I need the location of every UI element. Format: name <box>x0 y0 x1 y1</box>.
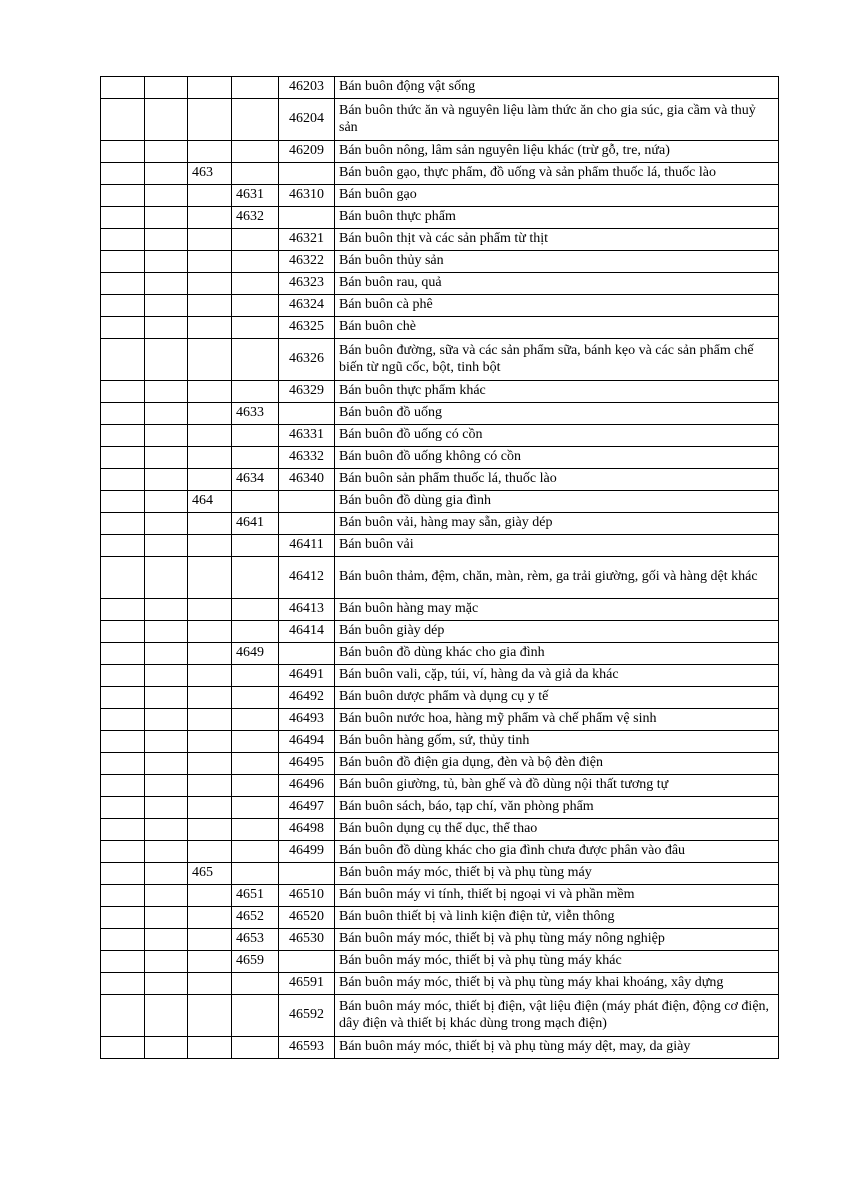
level5-code-cell: 46592 <box>279 995 335 1037</box>
level3-code-cell <box>188 731 232 753</box>
level2-code-cell <box>145 863 188 885</box>
level2-code-cell <box>145 447 188 469</box>
level1-code-cell <box>101 425 145 447</box>
level2-code-cell <box>145 687 188 709</box>
level4-code-cell <box>232 753 279 775</box>
table-row <box>101 665 779 687</box>
industry-name-cell: Bán buôn thảm, đệm, chăn, màn, rèm, ga trải giường, gối và hàng dệt khác <box>335 557 779 599</box>
industry-name-cell: Bán buôn chè <box>335 317 779 339</box>
level5-code-cell: 46498 <box>279 819 335 841</box>
level3-code-cell <box>188 469 232 491</box>
level3-code-cell <box>188 775 232 797</box>
table-row <box>101 141 779 163</box>
level5-code-cell: 46491 <box>279 665 335 687</box>
level3-code-cell <box>188 643 232 665</box>
level4-code-cell <box>232 339 279 381</box>
industry-name-cell: Bán buôn thực phẩm khác <box>335 381 779 403</box>
level5-code-cell: 46321 <box>279 229 335 251</box>
level3-code-cell: 465 <box>188 863 232 885</box>
industry-name-cell: Bán buôn đồ dùng khác cho gia đình <box>335 643 779 665</box>
level4-code-cell: 4652 <box>232 907 279 929</box>
level2-code-cell <box>145 1037 188 1059</box>
level5-code-cell: 46493 <box>279 709 335 731</box>
industry-name-cell: Bán buôn máy móc, thiết bị và phụ tùng máy nông nghiệp <box>335 929 779 951</box>
level4-code-cell: 4632 <box>232 207 279 229</box>
level4-code-cell <box>232 99 279 141</box>
level3-code-cell <box>188 251 232 273</box>
level5-code-cell: 46329 <box>279 381 335 403</box>
level4-code-cell: 4653 <box>232 929 279 951</box>
level2-code-cell <box>145 753 188 775</box>
level5-code-cell: 46310 <box>279 185 335 207</box>
level2-code-cell <box>145 185 188 207</box>
level1-code-cell <box>101 621 145 643</box>
level2-code-cell <box>145 273 188 295</box>
level4-code-cell <box>232 381 279 403</box>
level1-code-cell <box>101 731 145 753</box>
level3-code-cell <box>188 841 232 863</box>
level4-code-cell: 4659 <box>232 951 279 973</box>
level2-code-cell <box>145 99 188 141</box>
level3-code-cell: 464 <box>188 491 232 513</box>
level5-code-cell: 46414 <box>279 621 335 643</box>
industry-name-cell: Bán buôn gạo, thực phẩm, đồ uống và sản phẩm thuốc lá, thuốc lào <box>335 163 779 185</box>
level1-code-cell <box>101 491 145 513</box>
table-row <box>101 403 779 425</box>
table-row <box>101 229 779 251</box>
table-row <box>101 775 779 797</box>
level1-code-cell <box>101 141 145 163</box>
industry-name-cell: Bán buôn đồ dùng gia đình <box>335 491 779 513</box>
level1-code-cell <box>101 273 145 295</box>
table-row <box>101 513 779 535</box>
industry-name-cell: Bán buôn đường, sữa và các sản phẩm sữa, bánh kẹo và các sản phẩm chế biến từ ngũ cốc, bột, tinh bột <box>335 339 779 381</box>
industry-name-cell: Bán buôn thiết bị và linh kiện điện tử, viễn thông <box>335 907 779 929</box>
level2-code-cell <box>145 731 188 753</box>
level3-code-cell <box>188 819 232 841</box>
industry-name-cell: Bán buôn máy móc, thiết bị và phụ tùng máy dệt, may, da giày <box>335 1037 779 1059</box>
level2-code-cell <box>145 425 188 447</box>
level4-code-cell <box>232 995 279 1037</box>
level2-code-cell <box>145 973 188 995</box>
level4-code-cell <box>232 295 279 317</box>
level1-code-cell <box>101 709 145 731</box>
level1-code-cell <box>101 535 145 557</box>
level1-code-cell <box>101 251 145 273</box>
level5-code-cell <box>279 491 335 513</box>
level5-code-cell: 46411 <box>279 535 335 557</box>
level2-code-cell <box>145 317 188 339</box>
industry-name-cell: Bán buôn sản phẩm thuốc lá, thuốc lào <box>335 469 779 491</box>
level3-code-cell: 463 <box>188 163 232 185</box>
level2-code-cell <box>145 403 188 425</box>
level5-code-cell: 46332 <box>279 447 335 469</box>
table-row <box>101 99 779 141</box>
industry-name-cell: Bán buôn máy móc, thiết bị và phụ tùng máy <box>335 863 779 885</box>
level3-code-cell <box>188 77 232 99</box>
level4-code-cell <box>232 557 279 599</box>
level5-code-cell: 46496 <box>279 775 335 797</box>
industry-name-cell: Bán buôn máy móc, thiết bị điện, vật liệu điện (máy phát điện, động cơ điện, dây điện và thiết bị khác dùng trong mạch điện) <box>335 995 779 1037</box>
level2-code-cell <box>145 995 188 1037</box>
level4-code-cell <box>232 709 279 731</box>
level1-code-cell <box>101 381 145 403</box>
industry-name-cell: Bán buôn vải <box>335 535 779 557</box>
level5-code-cell <box>279 513 335 535</box>
level4-code-cell <box>232 447 279 469</box>
level4-code-cell <box>232 229 279 251</box>
table-row <box>101 185 779 207</box>
level1-code-cell <box>101 863 145 885</box>
level3-code-cell <box>188 929 232 951</box>
level2-code-cell <box>145 339 188 381</box>
table-row <box>101 339 779 381</box>
level4-code-cell <box>232 163 279 185</box>
industry-name-cell: Bán buôn dụng cụ thể dục, thể thao <box>335 819 779 841</box>
table-row <box>101 381 779 403</box>
level1-code-cell <box>101 885 145 907</box>
level5-code-cell: 46593 <box>279 1037 335 1059</box>
level4-code-cell: 4631 <box>232 185 279 207</box>
level3-code-cell <box>188 185 232 207</box>
industry-name-cell: Bán buôn hàng may mặc <box>335 599 779 621</box>
level1-code-cell <box>101 229 145 251</box>
level3-code-cell <box>188 599 232 621</box>
table-body <box>101 77 779 1059</box>
industry-name-cell: Bán buôn thịt và các sản phẩm từ thịt <box>335 229 779 251</box>
level4-code-cell <box>232 599 279 621</box>
table-row <box>101 207 779 229</box>
table-row <box>101 643 779 665</box>
level4-code-cell: 4641 <box>232 513 279 535</box>
table-row <box>101 885 779 907</box>
level2-code-cell <box>145 513 188 535</box>
level1-code-cell <box>101 99 145 141</box>
table-row <box>101 621 779 643</box>
level4-code-cell <box>232 491 279 513</box>
level1-code-cell <box>101 951 145 973</box>
level1-code-cell <box>101 797 145 819</box>
industry-name-cell: Bán buôn gạo <box>335 185 779 207</box>
level4-code-cell <box>232 665 279 687</box>
level2-code-cell <box>145 295 188 317</box>
level5-code-cell: 46324 <box>279 295 335 317</box>
level2-code-cell <box>145 141 188 163</box>
level3-code-cell <box>188 403 232 425</box>
table-row <box>101 77 779 99</box>
level2-code-cell <box>145 929 188 951</box>
level2-code-cell <box>145 797 188 819</box>
level3-code-cell <box>188 447 232 469</box>
table-row <box>101 317 779 339</box>
industry-name-cell: Bán buôn thực phẩm <box>335 207 779 229</box>
level3-code-cell <box>188 621 232 643</box>
level5-code-cell <box>279 643 335 665</box>
table-row <box>101 295 779 317</box>
level4-code-cell <box>232 841 279 863</box>
level3-code-cell <box>188 973 232 995</box>
level2-code-cell <box>145 775 188 797</box>
industry-name-cell: Bán buôn đồ dùng khác cho gia đình chưa được phân vào đâu <box>335 841 779 863</box>
level4-code-cell <box>232 425 279 447</box>
industry-code-table <box>100 76 779 1059</box>
level5-code-cell <box>279 163 335 185</box>
level1-code-cell <box>101 841 145 863</box>
level5-code-cell: 46326 <box>279 339 335 381</box>
level4-code-cell <box>232 819 279 841</box>
industry-name-cell: Bán buôn sách, báo, tạp chí, văn phòng phẩm <box>335 797 779 819</box>
level1-code-cell <box>101 557 145 599</box>
level4-code-cell <box>232 1037 279 1059</box>
level1-code-cell <box>101 907 145 929</box>
level4-code-cell <box>232 77 279 99</box>
level5-code-cell: 46510 <box>279 885 335 907</box>
level5-code-cell: 46340 <box>279 469 335 491</box>
level1-code-cell <box>101 753 145 775</box>
industry-name-cell: Bán buôn giày dép <box>335 621 779 643</box>
level5-code-cell <box>279 863 335 885</box>
level2-code-cell <box>145 951 188 973</box>
table-row <box>101 447 779 469</box>
level5-code-cell <box>279 403 335 425</box>
level1-code-cell <box>101 317 145 339</box>
industry-name-cell: Bán buôn nông, lâm sản nguyên liệu khác (trừ gỗ, tre, nứa) <box>335 141 779 163</box>
level5-code-cell: 46322 <box>279 251 335 273</box>
level5-code-cell: 46492 <box>279 687 335 709</box>
level3-code-cell <box>188 273 232 295</box>
level4-code-cell <box>232 141 279 163</box>
level1-code-cell <box>101 447 145 469</box>
level5-code-cell: 46204 <box>279 99 335 141</box>
level4-code-cell: 4633 <box>232 403 279 425</box>
level4-code-cell <box>232 621 279 643</box>
table-row <box>101 273 779 295</box>
industry-name-cell: Bán buôn thức ăn và nguyên liệu làm thức ăn cho gia súc, gia cầm và thuỷ sản <box>335 99 779 141</box>
table-row <box>101 863 779 885</box>
level1-code-cell <box>101 687 145 709</box>
level5-code-cell: 46413 <box>279 599 335 621</box>
level1-code-cell <box>101 973 145 995</box>
level2-code-cell <box>145 251 188 273</box>
level1-code-cell <box>101 163 145 185</box>
level1-code-cell <box>101 819 145 841</box>
industry-name-cell: Bán buôn động vật sống <box>335 77 779 99</box>
level2-code-cell <box>145 709 188 731</box>
level3-code-cell <box>188 951 232 973</box>
level4-code-cell: 4651 <box>232 885 279 907</box>
level5-code-cell: 46495 <box>279 753 335 775</box>
level5-code-cell: 46412 <box>279 557 335 599</box>
level2-code-cell <box>145 469 188 491</box>
table-row <box>101 819 779 841</box>
level1-code-cell <box>101 185 145 207</box>
level1-code-cell <box>101 403 145 425</box>
industry-name-cell: Bán buôn đồ điện gia dụng, đèn và bộ đèn điện <box>335 753 779 775</box>
level3-code-cell <box>188 317 232 339</box>
table-row <box>101 929 779 951</box>
level3-code-cell <box>188 907 232 929</box>
table-row <box>101 709 779 731</box>
level2-code-cell <box>145 643 188 665</box>
level5-code-cell: 46209 <box>279 141 335 163</box>
level1-code-cell <box>101 469 145 491</box>
table-row <box>101 491 779 513</box>
level2-code-cell <box>145 163 188 185</box>
level2-code-cell <box>145 599 188 621</box>
level3-code-cell <box>188 99 232 141</box>
level1-code-cell <box>101 207 145 229</box>
industry-name-cell: Bán buôn máy vi tính, thiết bị ngoại vi và phần mềm <box>335 885 779 907</box>
level3-code-cell <box>188 885 232 907</box>
level2-code-cell <box>145 621 188 643</box>
level3-code-cell <box>188 513 232 535</box>
level2-code-cell <box>145 841 188 863</box>
table-row <box>101 1037 779 1059</box>
level5-code-cell: 46591 <box>279 973 335 995</box>
level1-code-cell <box>101 77 145 99</box>
level5-code-cell <box>279 951 335 973</box>
level3-code-cell <box>188 207 232 229</box>
level5-code-cell: 46203 <box>279 77 335 99</box>
table-row <box>101 557 779 599</box>
table-row <box>101 797 779 819</box>
level2-code-cell <box>145 907 188 929</box>
table-row <box>101 731 779 753</box>
industry-name-cell: Bán buôn dược phẩm và dụng cụ y tế <box>335 687 779 709</box>
level4-code-cell: 4634 <box>232 469 279 491</box>
level5-code-cell: 46325 <box>279 317 335 339</box>
industry-name-cell: Bán buôn máy móc, thiết bị và phụ tùng máy khai khoáng, xây dựng <box>335 973 779 995</box>
industry-name-cell: Bán buôn giường, tủ, bàn ghế và đồ dùng nội thất tương tự <box>335 775 779 797</box>
level1-code-cell <box>101 995 145 1037</box>
table-row <box>101 425 779 447</box>
level3-code-cell <box>188 339 232 381</box>
level4-code-cell <box>232 687 279 709</box>
level2-code-cell <box>145 229 188 251</box>
level3-code-cell <box>188 687 232 709</box>
level2-code-cell <box>145 819 188 841</box>
level2-code-cell <box>145 207 188 229</box>
level3-code-cell <box>188 709 232 731</box>
level4-code-cell <box>232 731 279 753</box>
level4-code-cell <box>232 863 279 885</box>
level3-code-cell <box>188 381 232 403</box>
table-row <box>101 535 779 557</box>
table-row <box>101 251 779 273</box>
level4-code-cell <box>232 797 279 819</box>
level1-code-cell <box>101 513 145 535</box>
table-row <box>101 907 779 929</box>
table-row <box>101 599 779 621</box>
table-row <box>101 469 779 491</box>
industry-name-cell: Bán buôn đồ uống không có cồn <box>335 447 779 469</box>
level3-code-cell <box>188 995 232 1037</box>
level4-code-cell <box>232 535 279 557</box>
level5-code-cell: 46497 <box>279 797 335 819</box>
level2-code-cell <box>145 557 188 599</box>
level5-code-cell: 46494 <box>279 731 335 753</box>
industry-name-cell: Bán buôn vali, cặp, túi, ví, hàng da và giả da khác <box>335 665 779 687</box>
level1-code-cell <box>101 665 145 687</box>
level3-code-cell <box>188 535 232 557</box>
level5-code-cell: 46530 <box>279 929 335 951</box>
level2-code-cell <box>145 535 188 557</box>
table-row <box>101 687 779 709</box>
level2-code-cell <box>145 491 188 513</box>
industry-name-cell: Bán buôn hàng gốm, sứ, thủy tinh <box>335 731 779 753</box>
level4-code-cell <box>232 273 279 295</box>
level3-code-cell <box>188 1037 232 1059</box>
level1-code-cell <box>101 1037 145 1059</box>
level1-code-cell <box>101 643 145 665</box>
level1-code-cell <box>101 599 145 621</box>
level3-code-cell <box>188 753 232 775</box>
level3-code-cell <box>188 229 232 251</box>
level4-code-cell <box>232 775 279 797</box>
industry-name-cell: Bán buôn nước hoa, hàng mỹ phẩm và chế phẩm vệ sinh <box>335 709 779 731</box>
table-row <box>101 841 779 863</box>
level3-code-cell <box>188 797 232 819</box>
level3-code-cell <box>188 141 232 163</box>
level5-code-cell: 46323 <box>279 273 335 295</box>
level1-code-cell <box>101 295 145 317</box>
level5-code-cell: 46520 <box>279 907 335 929</box>
level5-code-cell: 46331 <box>279 425 335 447</box>
level3-code-cell <box>188 665 232 687</box>
industry-name-cell: Bán buôn máy móc, thiết bị và phụ tùng máy khác <box>335 951 779 973</box>
level1-code-cell <box>101 929 145 951</box>
industry-name-cell: Bán buôn cà phê <box>335 295 779 317</box>
table-row <box>101 951 779 973</box>
industry-name-cell: Bán buôn rau, quả <box>335 273 779 295</box>
level3-code-cell <box>188 557 232 599</box>
industry-name-cell: Bán buôn đồ uống có cồn <box>335 425 779 447</box>
industry-name-cell: Bán buôn vải, hàng may sẵn, giày dép <box>335 513 779 535</box>
level3-code-cell <box>188 425 232 447</box>
level2-code-cell <box>145 381 188 403</box>
industry-name-cell: Bán buôn đồ uống <box>335 403 779 425</box>
level1-code-cell <box>101 775 145 797</box>
level4-code-cell <box>232 317 279 339</box>
level5-code-cell: 46499 <box>279 841 335 863</box>
level4-code-cell <box>232 973 279 995</box>
level2-code-cell <box>145 665 188 687</box>
table-row <box>101 995 779 1037</box>
level2-code-cell <box>145 885 188 907</box>
level4-code-cell <box>232 251 279 273</box>
level5-code-cell <box>279 207 335 229</box>
table-row <box>101 163 779 185</box>
level1-code-cell <box>101 339 145 381</box>
industry-name-cell: Bán buôn thủy sản <box>335 251 779 273</box>
table-row <box>101 753 779 775</box>
table-row <box>101 973 779 995</box>
level4-code-cell: 4649 <box>232 643 279 665</box>
level2-code-cell <box>145 77 188 99</box>
level3-code-cell <box>188 295 232 317</box>
